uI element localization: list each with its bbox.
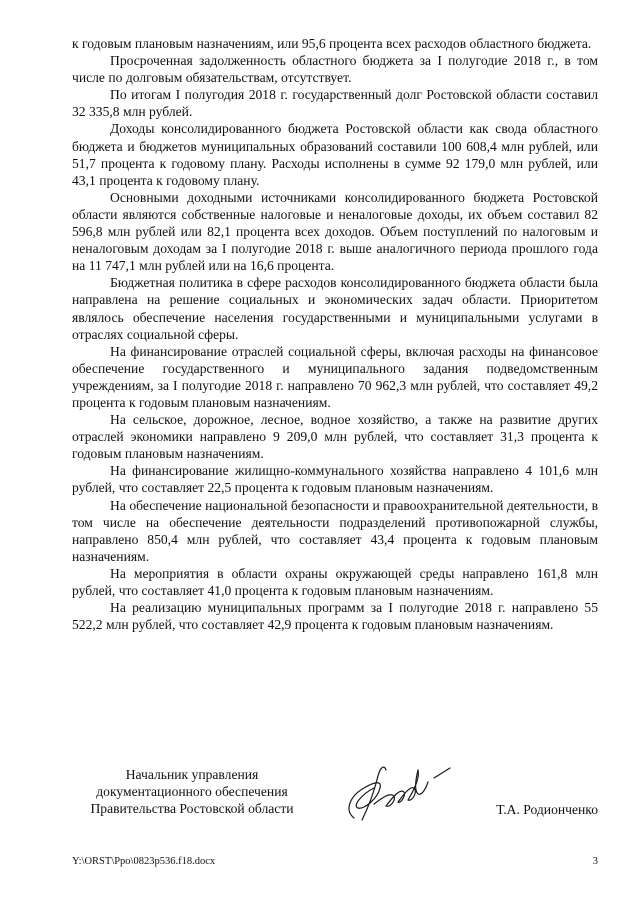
paragraph: Основными доходными источниками консолидированного бюджета Ростовской области являются собственные налоговые и неналоговые доходы, их объем составил 82 596,8 млн рублей или 82,1 процента всех доходов. Объем поступлений по налоговым и неналоговым доходам за I полугодие 2018 г. выше аналогичного периода прошлого года на 11 747,1 млн рублей или на 16,6 процента. [72,189,598,274]
signature-block [72,766,598,826]
signatory-position-line: Правительства Ростовской области [90,801,294,816]
paragraph: Просроченная задолженность областного бюджета за I полугодие 2018 г., в том числе по долговым обязательствам, отсутствует. [72,53,598,86]
handwritten-signature [334,758,464,830]
footer-file-path: Y:\ORST\Ppo\0823p536.f18.docx [72,856,216,867]
paragraph: Доходы консолидированного бюджета Ростовской области как свода областного бюджета и бюджетов муниципальных образований составили 100 608,4 млн рублей, или 51,7 процента к годовому плану. Расходы исполнены в сумме 92 179,0 млн рублей, или 43,1 процента к годовому плану. [72,121,598,188]
paragraph: На обеспечение национальной безопасности и правоохранительной деятельности, в том числе на обеспечение деятельности подразделений противопожарной службы, направлено 850,4 млн рублей, что составляет 43,4 процента к годовым плановым назначениям. [72,497,598,564]
signatory-position [72,766,312,817]
paragraph: Бюджетная политика в сфере расходов консолидированного бюджета области была направлена на решение социальных и экономических задач области. Приоритетом являлось обеспечение населения государственными и муниципальными услугами в отраслях социальной сферы. [72,275,598,342]
paragraph: На реализацию муниципальных программ за I полугодие 2018 г. направлено 55 522,2 млн рублей, что составляет 42,9 процента к годовым плановым назначениям. [72,600,598,633]
signatory-name: Т.А. Родионченко [496,802,598,817]
paragraph: к годовым плановым назначениям, или 95,6 процента всех расходов областного бюджета. [72,36,592,51]
paragraph: На финансирование отраслей социальной сферы, включая расходы на финансовое обеспечение государственного и муниципального задания подведомственным учреждениям, за I полугодие 2018 г. направлено 70 962,3 млн рублей, что составляет 49,2 процента к годовым плановым назначениям. [72,343,598,410]
paragraph: По итогам I полугодия 2018 г. государственный долг Ростовской области составил 32 335,8 млн рублей. [72,87,598,120]
signatory-position-line: документационного обеспечения [96,784,288,799]
document-body [72,35,598,633]
paragraph: На финансирование жилищно-коммунального хозяйства направлено 4 101,6 млн рублей, что составляет 22,5 процента к годовым плановым назначениям. [72,463,598,496]
signatory-position-line: Начальник управления [125,767,259,782]
footer-page-number: 3 [592,856,598,867]
paragraph: На мероприятия в области охраны окружающей среды направлено 161,8 млн рублей, что составляет 41,0 процента к годовым плановым назначениям. [72,565,598,598]
paragraph: На сельское, дорожное, лесное, водное хозяйство, а также на развитие других отраслей экономики направлено 9 209,0 млн рублей, что составляет 31,3 процента к годовым плановым назначениям. [72,412,598,462]
